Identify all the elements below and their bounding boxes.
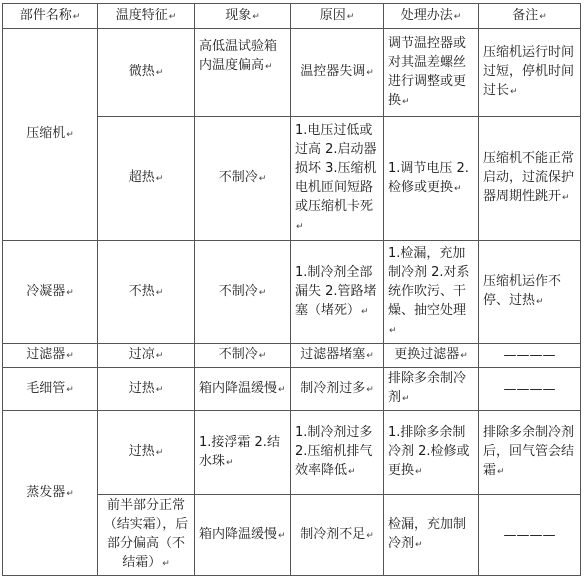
phenomenon-cell: 高低温试验箱内温度偏高↵: [195, 29, 291, 117]
temp-cell: 过热↵: [98, 368, 195, 411]
table-row: [3, 411, 581, 495]
part-cell: 压缩机↵: [3, 29, 98, 241]
phenomenon-cell: 不制冷↵: [195, 241, 291, 344]
part-cell: 蒸发器↵: [3, 411, 98, 576]
part-cell: 冷凝器↵: [3, 241, 98, 344]
table-row: [3, 29, 581, 117]
temp-cell: 过凉↵: [98, 344, 195, 368]
phenomenon-cell: 不制冷↵: [195, 344, 291, 368]
note-cell: 压缩机运行时间过短，停机时间过长↵: [479, 29, 581, 117]
header-row: [3, 4, 581, 29]
note-cell: 压缩机不能正常启动，过流保护器周期性跳开↵: [479, 117, 581, 241]
note-cell: 排除多余制冷剂后，回气管会结霜↵: [479, 411, 581, 495]
phenomenon-cell: 不制冷↵: [195, 117, 291, 241]
header-part: 部件名称↵: [3, 4, 98, 29]
temp-cell: 微热↵: [98, 29, 195, 117]
solution-cell: 1.调节电压 2.检修或更换↵: [384, 117, 479, 241]
part-cell: 毛细管↵: [3, 368, 98, 411]
note-cell: ————: [479, 368, 581, 411]
part-cell: 过滤器↵: [3, 344, 98, 368]
table-row: [3, 368, 581, 411]
temp-cell: 前半部分正常（结实霜），后部分偏高（不结霜）↵: [98, 495, 195, 576]
phenomenon-cell: 1.接浮霜 2.结水珠↵: [195, 411, 291, 495]
cause-cell: 1.制冷剂过多 2.压缩机排气效率降低↵: [291, 411, 384, 495]
header-solution: 处理办法↵: [384, 4, 479, 29]
solution-cell: 1.排除多余制冷剂 2.检修或更换↵: [384, 411, 479, 495]
note-cell: ————: [479, 495, 581, 576]
header-note: 备注↵: [479, 4, 581, 29]
phenomenon-cell: 箱内降温缓慢↵: [195, 368, 291, 411]
header-phenomenon: 现象↵: [195, 4, 291, 29]
temp-cell: 不热↵: [98, 241, 195, 344]
solution-cell: 1.检漏，充加制冷剂 2.对系统作吹污、干燥、抽空处理↵: [384, 241, 479, 344]
header-temp: 温度特征↵: [98, 4, 195, 29]
solution-cell: 调节温控器或对其温差螺丝进行调整或更换↵: [384, 29, 479, 117]
phenomenon-cell: 箱内降温缓慢↵: [195, 495, 291, 576]
cause-cell: 1.电压过低或过高 2.启动器损坏 3.压缩机电机匝间短路或压缩机卡死↵: [291, 117, 384, 241]
note-cell: ————: [479, 344, 581, 368]
cause-cell: 制冷剂过多↵: [291, 368, 384, 411]
cause-cell: 制冷剂不足↵: [291, 495, 384, 576]
note-cell: 压缩机运作不停、过热↵: [479, 241, 581, 344]
cause-cell: 温控器失调↵: [291, 29, 384, 117]
temp-cell: 超热↵: [98, 117, 195, 241]
header-cause: 原因↵: [291, 4, 384, 29]
solution-cell: 检漏，充加制冷剂↵: [384, 495, 479, 576]
cause-cell: 1.制冷剂全部漏失 2.管路堵塞（堵死）↵: [291, 241, 384, 344]
cause-cell: 过滤器堵塞↵: [291, 344, 384, 368]
table-row: [3, 241, 581, 344]
solution-cell: 更换过滤器↵: [384, 344, 479, 368]
fault-table: [2, 3, 581, 576]
temp-cell: 过热↵: [98, 411, 195, 495]
solution-cell: 排除多余制冷剂↵: [384, 368, 479, 411]
table-row: [3, 344, 581, 368]
